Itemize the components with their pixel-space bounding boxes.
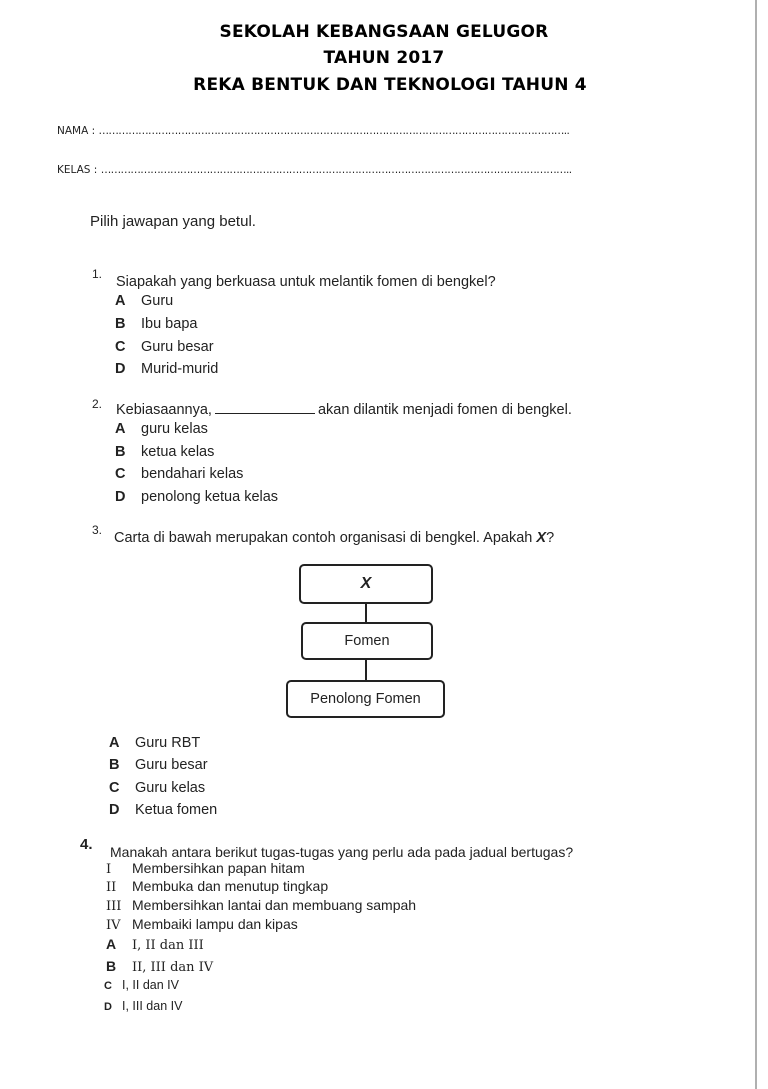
year-title: TAHUN 2017 bbox=[323, 48, 445, 68]
option-text: ketua kelas bbox=[141, 444, 215, 460]
chart-box-label: X bbox=[360, 575, 372, 592]
option-text: I, II dan III bbox=[132, 938, 204, 953]
option-3b[interactable] bbox=[109, 757, 208, 773]
option-text: II, III dan IV bbox=[132, 960, 214, 975]
option-text: guru kelas bbox=[141, 421, 208, 437]
question-number: 1. bbox=[92, 267, 103, 281]
subject-title: REKA BENTUK DAN TEKNOLOGI TAHUN 4 bbox=[193, 75, 587, 95]
statement-3 bbox=[106, 897, 416, 914]
instruction: Pilih jawapan yang betul. bbox=[90, 213, 256, 230]
statement-numeral: II bbox=[106, 880, 117, 895]
name-field[interactable] bbox=[57, 125, 569, 137]
option-4c[interactable] bbox=[104, 978, 179, 992]
option-1d[interactable] bbox=[115, 361, 218, 377]
option-3c[interactable] bbox=[109, 780, 205, 796]
option-letter: D bbox=[115, 361, 126, 377]
question-text: Siapakah yang berkuasa untuk melantik fomen di bengkel? bbox=[116, 274, 496, 290]
question-number: 2. bbox=[92, 397, 103, 411]
name-label: NAMA : bbox=[57, 125, 96, 137]
option-1a[interactable] bbox=[115, 293, 173, 309]
chart-box-label: Fomen bbox=[344, 633, 390, 649]
option-2a[interactable] bbox=[115, 421, 208, 437]
statement-text: Membuka dan menutup tingkap bbox=[132, 878, 329, 894]
option-letter: B bbox=[115, 316, 126, 332]
option-text: I, III dan IV bbox=[122, 999, 183, 1013]
question-text-before: Carta di bawah merupakan contoh organisasi di bengkel. Apakah bbox=[114, 530, 533, 546]
option-2b[interactable] bbox=[115, 444, 214, 460]
option-text: bendahari kelas bbox=[141, 466, 244, 482]
option-letter: B bbox=[109, 757, 120, 773]
chart-box-bottom bbox=[286, 680, 445, 718]
question-text bbox=[116, 402, 572, 418]
statement-numeral: I bbox=[106, 862, 112, 877]
option-1c[interactable] bbox=[115, 339, 214, 355]
option-letter: D bbox=[109, 802, 120, 818]
option-text: Guru besar bbox=[141, 339, 214, 355]
statement-numeral: III bbox=[106, 899, 122, 914]
name-dots: …………………………………………………………………………………………………………………………….. bbox=[98, 125, 570, 137]
chart-box-middle bbox=[301, 622, 433, 660]
scan-edge bbox=[755, 0, 757, 1089]
option-2d[interactable] bbox=[115, 489, 278, 505]
option-letter: A bbox=[115, 293, 126, 309]
option-letter: C bbox=[109, 780, 120, 796]
option-text: Guru besar bbox=[135, 757, 208, 773]
chart-connector bbox=[365, 604, 367, 622]
question-number: 3. bbox=[92, 523, 103, 537]
statement-numeral: IV bbox=[106, 918, 121, 933]
option-text: Ibu bapa bbox=[141, 316, 198, 332]
statement-text: Membersihkan papan hitam bbox=[132, 860, 305, 876]
option-3d[interactable] bbox=[109, 802, 217, 818]
option-4a[interactable] bbox=[106, 936, 204, 953]
option-letter: D bbox=[115, 489, 126, 505]
question-text-before: Kebiasaannya, bbox=[116, 402, 212, 418]
option-text: Guru kelas bbox=[135, 780, 206, 796]
option-text: Guru bbox=[141, 293, 174, 309]
question-text-after: ? bbox=[546, 530, 555, 546]
chart-box-top bbox=[299, 564, 433, 604]
option-letter: C bbox=[104, 980, 112, 992]
option-3a[interactable] bbox=[109, 735, 200, 751]
option-4b[interactable] bbox=[106, 958, 213, 975]
option-text: Guru RBT bbox=[135, 735, 201, 751]
option-text: Ketua fomen bbox=[135, 802, 218, 818]
statement-1 bbox=[106, 860, 305, 877]
school-title: SEKOLAH KEBANGSAAN GELUGOR bbox=[219, 22, 549, 42]
option-letter: A bbox=[109, 735, 120, 751]
class-field[interactable] bbox=[57, 164, 571, 176]
question-variable: X bbox=[536, 530, 547, 546]
question-text: Manakah antara berikut tugas-tugas yang perlu ada pada jadual bertugas? bbox=[110, 844, 574, 860]
option-letter: B bbox=[115, 444, 126, 460]
option-1b[interactable] bbox=[115, 316, 197, 332]
option-letter: A bbox=[115, 421, 126, 437]
chart-box-label: Penolong Fomen bbox=[310, 691, 421, 707]
question-number: 4. bbox=[80, 836, 93, 853]
statement-text: Membaiki lampu dan kipas bbox=[132, 916, 298, 932]
option-text: penolong ketua kelas bbox=[141, 489, 279, 505]
option-4d[interactable] bbox=[104, 999, 182, 1013]
question-text-after: akan dilantik menjadi fomen di bengkel. bbox=[317, 402, 572, 418]
option-letter: B bbox=[106, 958, 117, 974]
statement-4 bbox=[106, 916, 298, 933]
option-letter: A bbox=[106, 936, 117, 952]
question-text bbox=[114, 530, 554, 546]
statement-2 bbox=[106, 878, 328, 895]
option-letter: D bbox=[104, 1001, 112, 1013]
chart-connector bbox=[365, 660, 367, 680]
option-text: I, II dan IV bbox=[122, 978, 179, 992]
answer-blank bbox=[215, 403, 315, 414]
option-2c[interactable] bbox=[115, 466, 243, 482]
option-letter: C bbox=[115, 339, 126, 355]
statement-text: Membersihkan lantai dan membuang sampah bbox=[132, 897, 417, 913]
option-text: Murid-murid bbox=[141, 361, 219, 377]
class-dots: …………………………………………………………………………………………………………………………….. bbox=[100, 164, 572, 176]
class-label: KELAS : bbox=[57, 164, 98, 176]
option-letter: C bbox=[115, 466, 126, 482]
